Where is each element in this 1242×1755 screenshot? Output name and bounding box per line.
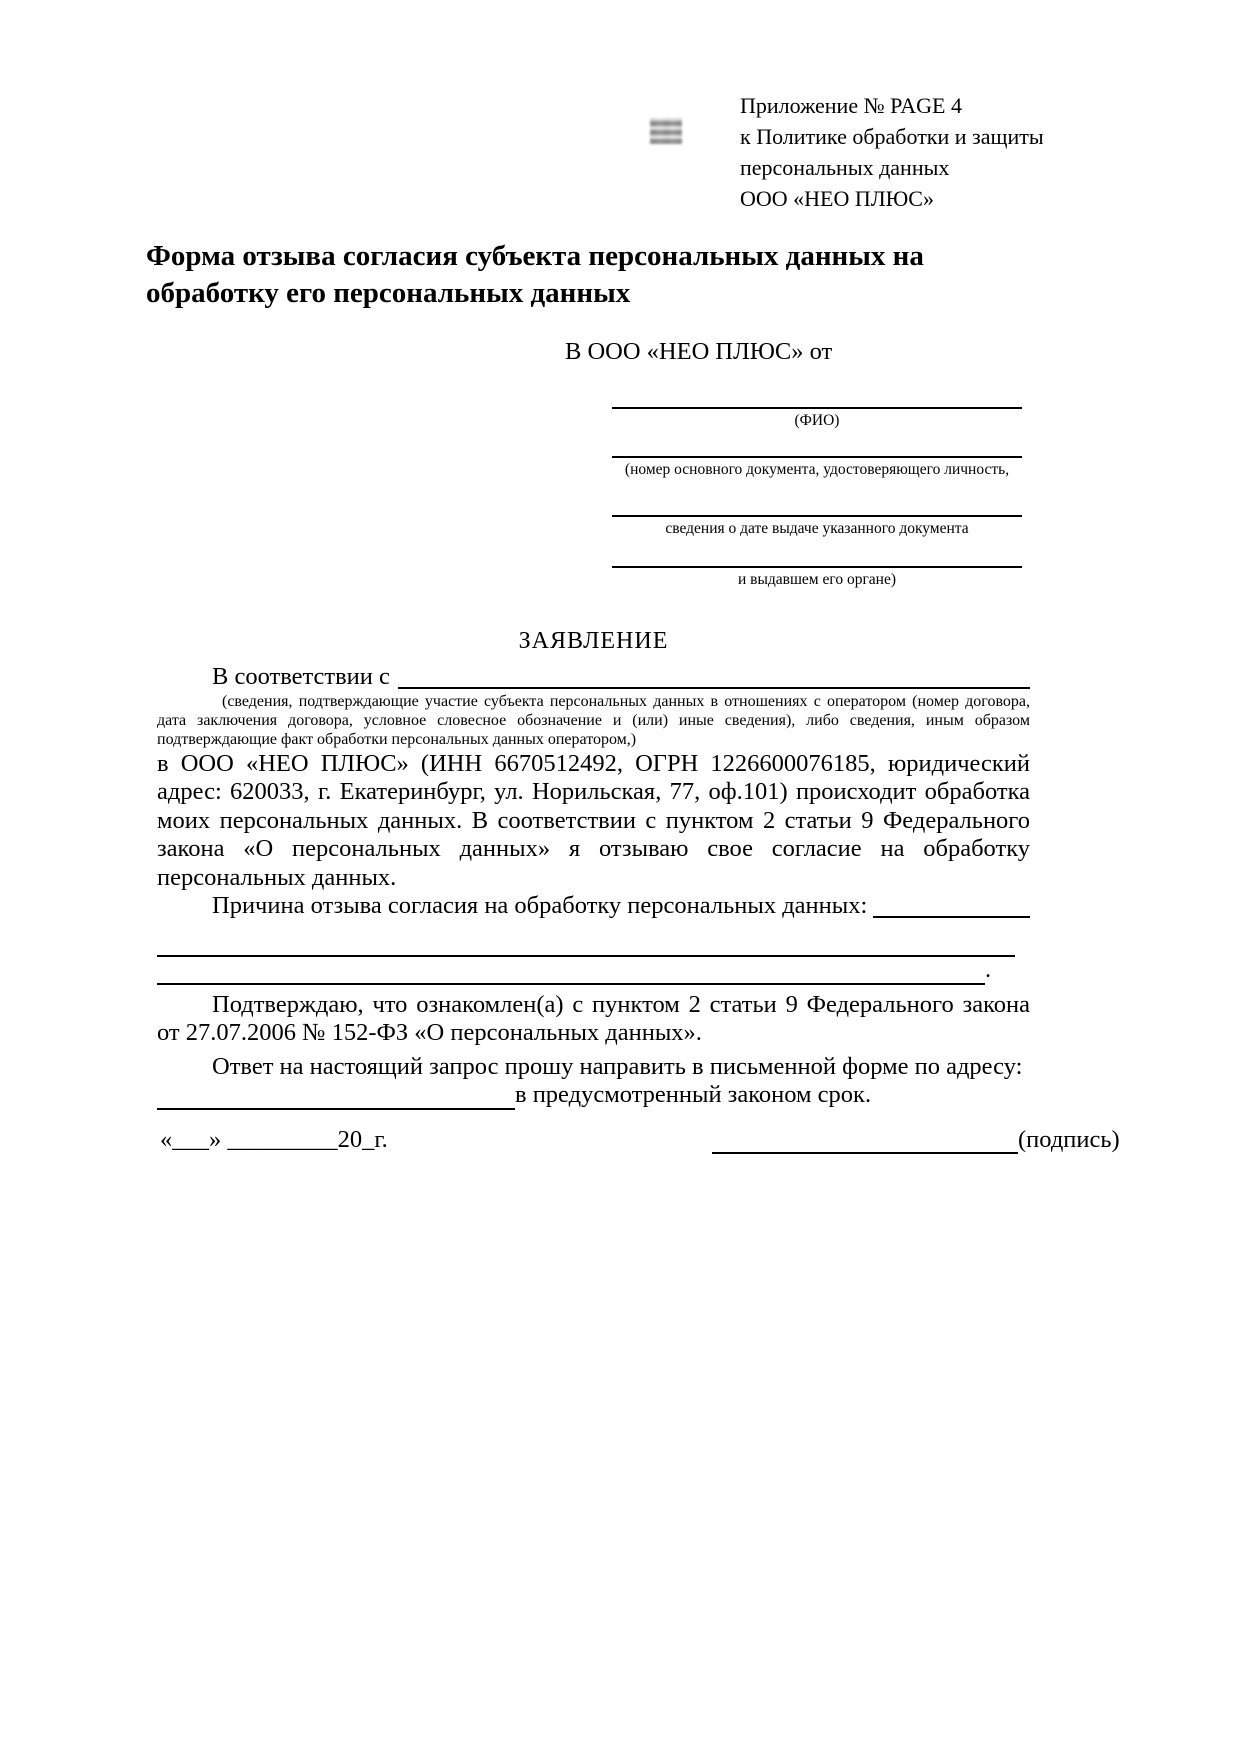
reply-request-line: Ответ на настоящий запрос прошу направить в письменной форме по адресу: [212, 1052, 1023, 1080]
addressee-line: В ООО «НЕО ПЛЮС» от [565, 338, 833, 365]
signature-group [712, 1126, 1120, 1154]
reason-label: Причина отзыва согласия на обработку персональных данных: [212, 892, 868, 919]
statement-heading: ЗАЯВЛЕНИЕ [518, 628, 669, 654]
appendix-header-line: к Политике обработки и защиты [740, 124, 1044, 149]
reason-blank-line-1[interactable] [157, 932, 1015, 957]
statement-body: в ООО «НЕО ПЛЮС» (ИНН 6670512492, ОГРН 1226600076185, юридический адрес: 620033, г. Екатеринбург, ул. Норильская, 77, оф.101) происходит обработка моих персональных данных. В соответствии с пунктом 2 статьи 9 Федерального закона «О персональных данных» я отзываю свое согласие на обработку персональных данных. [157, 749, 1030, 891]
appendix-header-line: Приложение № PAGE 4 [740, 93, 962, 118]
intro-prefix: В соответствии с [212, 663, 390, 690]
signature-blank-field[interactable] [712, 1126, 1018, 1154]
blank-line-terminator: . [985, 956, 992, 983]
date-blank-line[interactable]: «___» _________20_г. [160, 1126, 388, 1153]
issue-date-caption: сведения о дате выдаче указанного документа [665, 520, 969, 537]
fine-print-note: (сведения, подтверждающие участие субъекта персональных данных в отношениях с оператором (номер договора, дата заключения договора, условное словесное обозначение и (или) иные сведения), либо сведения, иным образом подтверждающие факт обработки персональных данных оператором,) [157, 692, 1030, 748]
appendix-header-line: ООО «НЕО ПЛЮС» [740, 186, 934, 211]
reason-row [157, 892, 1030, 921]
intro-row [157, 662, 1030, 692]
fio-caption: (ФИО) [794, 412, 840, 429]
basis-blank-field[interactable] [398, 687, 1030, 689]
statement-section [157, 620, 1030, 1110]
document-number-caption: (номер основного документа, удостоверяющего личность, [624, 461, 1010, 478]
reason-blank-field[interactable] [873, 916, 1030, 918]
issuing-authority-blank-field[interactable] [612, 566, 1022, 568]
document-number-blank-field[interactable] [612, 456, 1022, 458]
reply-suffix: в предусмотренный законом срок. [515, 1081, 872, 1108]
appendix-header [740, 90, 1044, 214]
reply-address-row [157, 1081, 1030, 1110]
document-title: Форма отзыва согласия субъекта персональных данных на обработку его персональных данных [146, 240, 924, 309]
issue-date-blank-field[interactable] [612, 515, 1022, 517]
signature-caption: (подпись) [1018, 1126, 1120, 1153]
fio-blank-field[interactable] [612, 407, 1022, 409]
confirmation-paragraph: Подтверждаю, что ознакомлен(а) с пунктом 2 статьи 9 Федерального закона от 27.07.2006 № 152-ФЗ «О персональных данных». [157, 990, 1030, 1046]
blurred-stamp-image [650, 118, 682, 144]
reason-blank-line-2-row [157, 956, 1030, 985]
reply-address-blank-field[interactable] [157, 1084, 515, 1110]
issuing-authority-caption: и выдавшем его органе) [737, 571, 897, 588]
appendix-header-line: персональных данных [740, 155, 950, 180]
reason-blank-line-2[interactable] [157, 960, 985, 985]
